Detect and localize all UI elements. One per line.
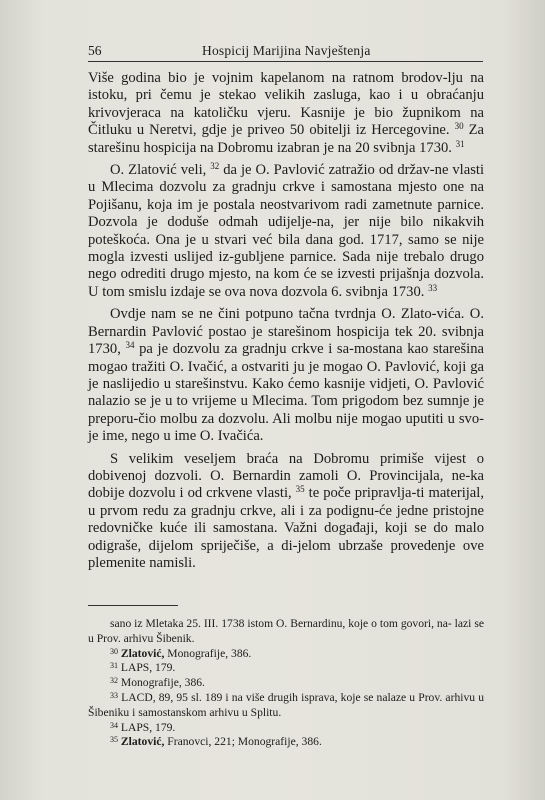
footnote-list	[88, 647, 484, 751]
footnote-item: $^{30}$ Zlatović, Monografije, 386.	[110, 646, 252, 660]
running-header	[88, 43, 483, 62]
footnote-item: $^{32}$ Monografije, 386.	[110, 676, 205, 690]
footnote-marker: 33	[428, 282, 438, 293]
footnote-author: Zlatović,	[120, 646, 165, 660]
footnote-continuation: sano iz Mletaka 25. III. 1738 istom O. Bernardinu, koje o tom govori, na- lazi se u Prov. arhivu Šibenik.	[88, 617, 484, 645]
footnotes	[88, 617, 484, 750]
footnote-item: $^{33}$ LACD, 89, 95 sl. 189 i na više drugih isprava, koje se nalaze u Prov. arhivu u Šibeniku i samostanskom arhivu u Splitu.	[88, 690, 484, 719]
footnote-marker: 30	[454, 121, 464, 132]
body-text	[88, 70, 484, 577]
footnote-number: 32	[110, 676, 118, 686]
footnote-marker: 31	[455, 138, 465, 149]
paragraph: S velikim veseljem braća na Dobromu primiše vijest o dobivenoj dozvoli. O. Bernardin zamoli O. Provincijala, ne-ka dobije dozvolu i od crkvene vlasti, $^{35}$ te poče pripravlja-ti materijal, u prvom redu za gradnju crkve, ali i za podignu-će jedne pristojne redovničke kuće ili samostana. Važni događaji, koji se do malo odigraše, dijelom spriječiše, a di-jelom ubrzaše provedenje ove plemenite namisli.	[88, 450, 484, 571]
paragraph: O. Zlatović veli, $^{32}$ da je O. Pavlović zatražio od držav-ne vlasti u Mlecima dozvolu za gradnju crkve i samostana mjesto one na Pojišanu, koja im je postala neostvarivom radi zametnute parnice. Dozvola je doduše odmah udijelje-na, jer nije bilo nikakvih poteškoća. Ona je u stvari već bila dana god. 1717, samo se nije mogla izvesti uslijed iz-gubljene parnice. Sada nije trebalo drugo nego odrediti drugo mjesto, na kom će se izvesti prijašnja dozvola. U tom smislu izdaje se ova nova dozvola 6. svibnja 1730. $^{33}$	[88, 161, 485, 300]
footnote-number: 34	[110, 720, 118, 730]
footnote-marker: 35	[295, 484, 305, 495]
footnote-author: Zlatović,	[120, 735, 165, 749]
footnote-number: 30	[110, 646, 118, 656]
footnote-number: 33	[110, 690, 118, 700]
footnote-number: 31	[110, 661, 118, 671]
footnote-item: $^{35}$ Zlatović, Franovci, 221; Monografije, 386.	[110, 735, 322, 749]
footnote-marker: 34	[125, 340, 135, 351]
footnote-marker: 32	[210, 161, 220, 172]
footnote-divider	[88, 605, 178, 606]
footnote-item: $^{34}$ LAPS, 179.	[110, 720, 176, 734]
footnote-number: 35	[110, 735, 118, 745]
running-title: Hospicij Marijina Navještenja	[202, 43, 371, 58]
paragraph: Više godina bio je vojnim kapelanom na ratnom brodov-lju na istoku, pri čemu je stekao velikih zasluga, kao i u obraćanju krivovjeraca na katoličku vjeru. Kasnije je bio župnikom na Čitluku u Neretvi, gdje je priveo 50 obitelji iz Hercegovine. $^{30}$ Za starešinu hospicija na Dobromu izabran je na 20 svibnja 1730. $^{31}$	[88, 70, 484, 156]
paragraph: Ovdje nam se ne čini potpuno tačna tvrdnja O. Zlato-vića. O. Bernardin Pavlović postao je starešinom hospicija tek 20. svibnja 1730, $^{34}$ pa je dozvolu za gradnju crkve i sa-mostana kao starešina mogao tražiti O. Ivačić, a ostvariti ju je mogao O. Pavlović, koji ga je naslijedio u starešinstvu. Kako ćemo kasnije vidjeti, O. Pavlović nalazio se je u to vrijeme u Mlecima. Tom prigodom bez sumnje je preporu-čio molbu za dozvolu. Ali molbu nije mogao uputiti u svo-je ime, nego u ime O. Ivačića.	[88, 306, 484, 445]
footnote-item: $^{31}$ LAPS, 179.	[110, 661, 176, 675]
page-number: 56	[88, 43, 102, 58]
